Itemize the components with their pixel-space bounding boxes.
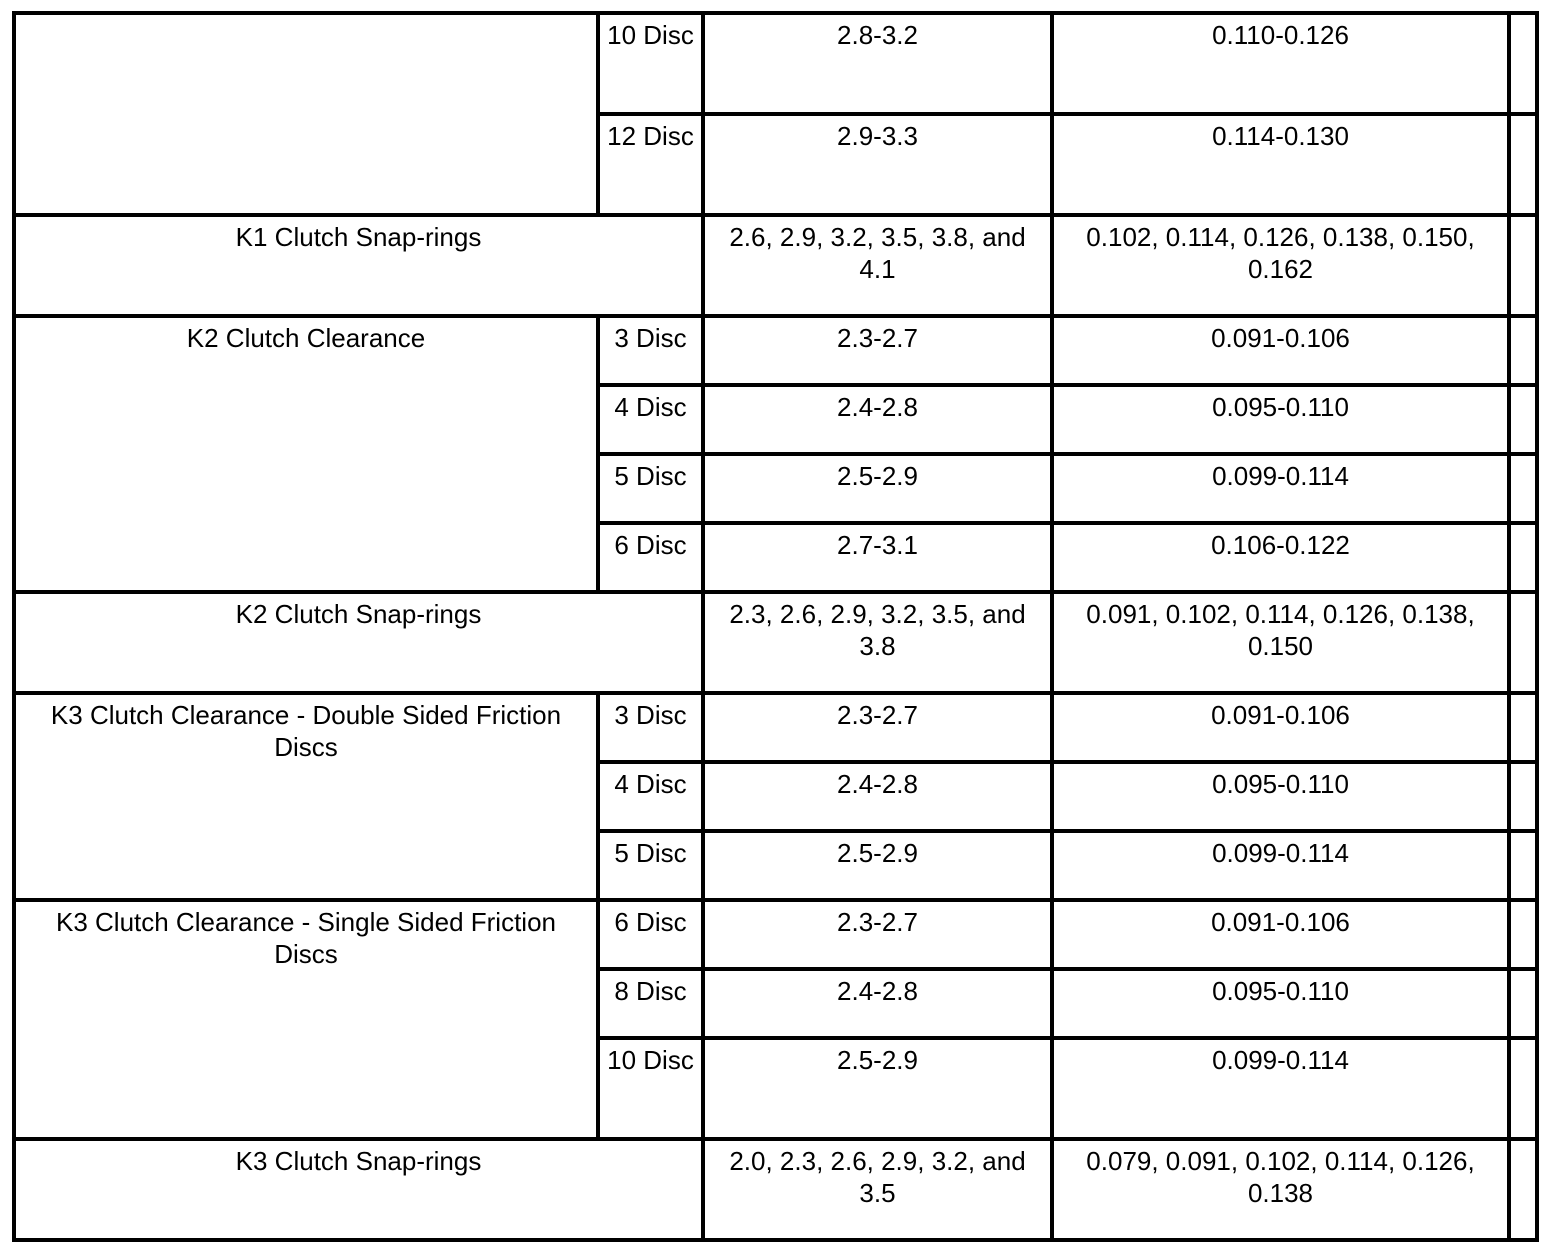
component-cell: K3 Clutch Snap-rings <box>14 1139 703 1240</box>
inch-value-cell: 0.095-0.110 <box>1052 762 1509 831</box>
component-cell <box>14 13 598 215</box>
disc-count-cell: 3 Disc <box>598 693 703 762</box>
disc-count-cell: 10 Disc <box>598 1038 703 1139</box>
table-row <box>14 693 1537 762</box>
disc-count-cell: 6 Disc <box>598 523 703 592</box>
mm-value-cell: 2.5-2.9 <box>703 1038 1052 1139</box>
blank-cell <box>1509 831 1537 900</box>
disc-count-cell: 4 Disc <box>598 385 703 454</box>
inch-value-cell: 0.114-0.130 <box>1052 114 1509 215</box>
inch-value-cell: 0.110-0.126 <box>1052 13 1509 114</box>
blank-cell <box>1509 1038 1537 1139</box>
table-row <box>14 13 1537 114</box>
blank-cell <box>1509 385 1537 454</box>
blank-cell <box>1509 900 1537 969</box>
mm-value-cell: 2.7-3.1 <box>703 523 1052 592</box>
table-row <box>14 1139 1537 1240</box>
mm-value-cell: 2.4-2.8 <box>703 385 1052 454</box>
blank-cell <box>1509 316 1537 385</box>
inch-value-cell: 0.106-0.122 <box>1052 523 1509 592</box>
mm-value-cell: 2.3, 2.6, 2.9, 3.2, 3.5, and 3.8 <box>703 592 1052 693</box>
clutch-specification-table <box>12 11 1539 1242</box>
table-row <box>14 316 1537 385</box>
mm-value-cell: 2.4-2.8 <box>703 762 1052 831</box>
mm-value-cell: 2.0, 2.3, 2.6, 2.9, 3.2, and 3.5 <box>703 1139 1052 1240</box>
blank-cell <box>1509 693 1537 762</box>
table-row <box>14 900 1537 969</box>
inch-value-cell: 0.095-0.110 <box>1052 969 1509 1038</box>
table-row <box>14 592 1537 693</box>
inch-value-cell: 0.102, 0.114, 0.126, 0.138, 0.150, 0.162 <box>1052 215 1509 316</box>
mm-value-cell: 2.6, 2.9, 3.2, 3.5, 3.8, and 4.1 <box>703 215 1052 316</box>
inch-value-cell: 0.099-0.114 <box>1052 831 1509 900</box>
mm-value-cell: 2.3-2.7 <box>703 316 1052 385</box>
mm-value-cell: 2.3-2.7 <box>703 900 1052 969</box>
component-cell: K1 Clutch Snap-rings <box>14 215 703 316</box>
blank-cell <box>1509 969 1537 1038</box>
blank-cell <box>1509 523 1537 592</box>
table-row <box>14 215 1537 316</box>
blank-cell <box>1509 215 1537 316</box>
disc-count-cell: 6 Disc <box>598 900 703 969</box>
component-cell: K3 Clutch Clearance - Single Sided Friction Discs <box>14 900 598 1139</box>
mm-value-cell: 2.4-2.8 <box>703 969 1052 1038</box>
component-cell: K2 Clutch Clearance <box>14 316 598 592</box>
inch-value-cell: 0.079, 0.091, 0.102, 0.114, 0.126, 0.138 <box>1052 1139 1509 1240</box>
disc-count-cell: 10 Disc <box>598 13 703 114</box>
inch-value-cell: 0.095-0.110 <box>1052 385 1509 454</box>
disc-count-cell: 5 Disc <box>598 454 703 523</box>
blank-cell <box>1509 592 1537 693</box>
blank-cell <box>1509 114 1537 215</box>
blank-cell <box>1509 13 1537 114</box>
disc-count-cell: 8 Disc <box>598 969 703 1038</box>
mm-value-cell: 2.5-2.9 <box>703 454 1052 523</box>
inch-value-cell: 0.091-0.106 <box>1052 693 1509 762</box>
inch-value-cell: 0.091-0.106 <box>1052 316 1509 385</box>
component-cell: K2 Clutch Snap-rings <box>14 592 703 693</box>
inch-value-cell: 0.091, 0.102, 0.114, 0.126, 0.138, 0.150 <box>1052 592 1509 693</box>
blank-cell <box>1509 1139 1537 1240</box>
inch-value-cell: 0.091-0.106 <box>1052 900 1509 969</box>
mm-value-cell: 2.9-3.3 <box>703 114 1052 215</box>
inch-value-cell: 0.099-0.114 <box>1052 1038 1509 1139</box>
blank-cell <box>1509 454 1537 523</box>
inch-value-cell: 0.099-0.114 <box>1052 454 1509 523</box>
mm-value-cell: 2.3-2.7 <box>703 693 1052 762</box>
component-cell: K3 Clutch Clearance - Double Sided Friction Discs <box>14 693 598 900</box>
disc-count-cell: 3 Disc <box>598 316 703 385</box>
disc-count-cell: 5 Disc <box>598 831 703 900</box>
disc-count-cell: 4 Disc <box>598 762 703 831</box>
disc-count-cell: 12 Disc <box>598 114 703 215</box>
mm-value-cell: 2.5-2.9 <box>703 831 1052 900</box>
mm-value-cell: 2.8-3.2 <box>703 13 1052 114</box>
blank-cell <box>1509 762 1537 831</box>
